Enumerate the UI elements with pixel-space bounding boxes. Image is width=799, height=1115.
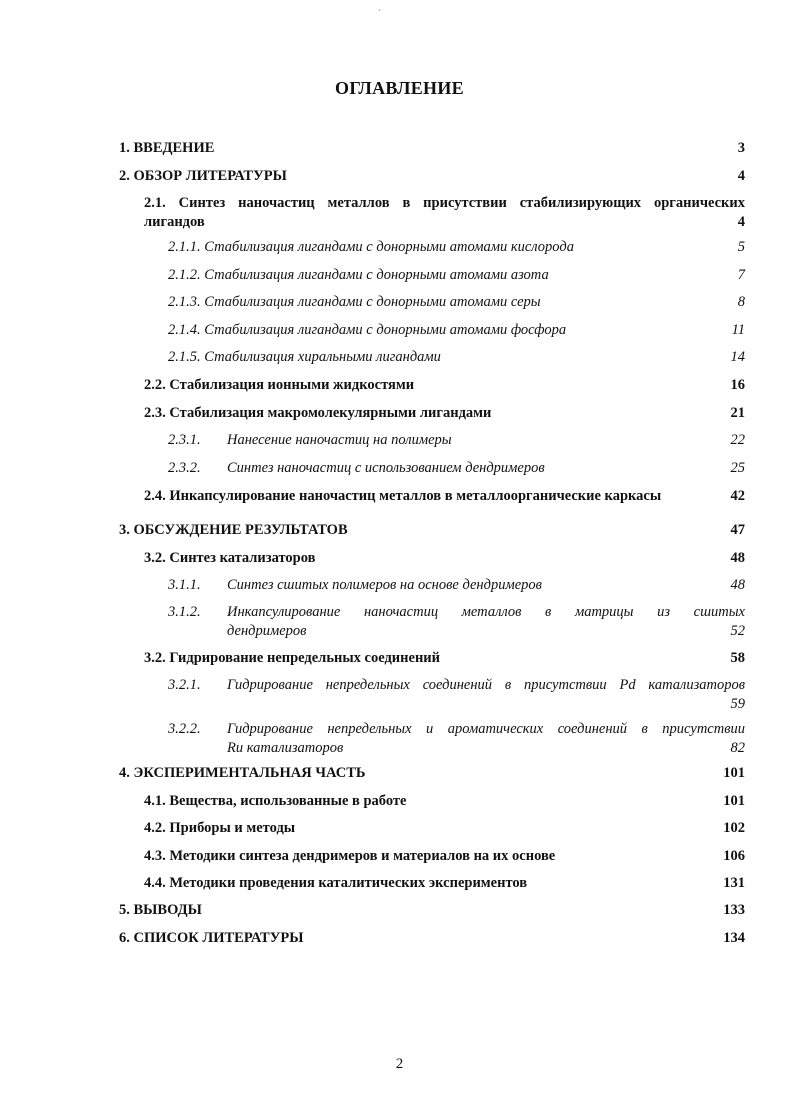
toc-entry-page: 134	[723, 930, 745, 946]
toc-entry-text: 4. ЭКСПЕРИМЕНТАЛЬНАЯ ЧАСТЬ	[119, 765, 366, 781]
toc-entry-number: 3.2.1.	[168, 677, 201, 693]
toc-entry-text: 4.1. Вещества, использованные в работе	[144, 793, 407, 809]
toc-entry-text: 2.1.2. Стабилизация лигандами с донорными атомами азота	[168, 267, 549, 283]
toc-entry-page: 48	[730, 577, 745, 593]
toc-entry-2-1-3[interactable]	[168, 293, 745, 311]
toc-entry-text: 2.1.3. Стабилизация лигандами с донорными атомами серы	[168, 294, 541, 310]
toc-entry-text: 2.3. Стабилизация макромолекулярными лигандами	[144, 405, 492, 421]
toc-entry-page: 25	[730, 460, 745, 476]
toc-entry-4-1[interactable]	[144, 792, 745, 810]
toc-entry-5[interactable]	[119, 901, 745, 919]
toc-entry-2-1-4[interactable]	[168, 321, 745, 339]
toc-entry-text: 2.4. Инкапсулирование наночастиц металлов в металлоорганические каркасы	[144, 488, 662, 504]
toc-entry-page: 14	[730, 349, 745, 365]
toc-entry-text: 2.1.1. Стабилизация лигандами с донорными атомами кислорода	[168, 239, 574, 255]
toc-entry-page: 3	[737, 140, 745, 156]
toc-entry-3-1-2[interactable]	[168, 603, 745, 643]
toc-entry-2[interactable]	[119, 167, 745, 185]
toc-entry-page: 48	[730, 550, 745, 566]
toc-entry-3-2-catalysts[interactable]	[144, 549, 745, 567]
toc-entry-1[interactable]	[119, 139, 745, 157]
toc-entry-text: Синтез наночастиц с использованием дендримеров	[227, 460, 545, 476]
toc-entry-page: 82	[730, 740, 745, 756]
toc-entry-3[interactable]	[119, 521, 745, 539]
toc-entry-page: 42	[730, 488, 745, 504]
toc-entry-2-1-5[interactable]	[168, 348, 745, 366]
toc-entry-page: 21	[730, 405, 745, 421]
toc-entry-text: 5. ВЫВОДЫ	[119, 902, 202, 918]
page-title: ОГЛАВЛЕНИЕ	[335, 78, 464, 98]
toc-entry-2-4[interactable]	[144, 487, 745, 505]
toc-entry-page: 16	[730, 377, 745, 393]
toc-entry-text: 3.2. Синтез катализаторов	[144, 550, 316, 566]
toc-entry-text-line1: Гидрирование непредельных и ароматических соединений в присутствии	[227, 721, 745, 737]
toc-entry-2-3[interactable]	[144, 404, 745, 422]
toc-entry-text-line2: дендримеров	[227, 623, 307, 639]
toc-entry-number: 2.3.1.	[168, 432, 201, 448]
toc-entry-text: 2.2. Стабилизация ионными жидкостями	[144, 377, 415, 393]
toc-entry-page: 4	[737, 168, 745, 184]
toc-entry-page: 8	[737, 294, 745, 310]
toc-entry-number: 2.3.2.	[168, 460, 201, 476]
toc-entry-3-2-hydrogenation[interactable]	[144, 649, 745, 667]
toc-entry-page: 59	[730, 696, 745, 712]
toc-entry-text: 4.2. Приборы и методы	[144, 820, 296, 836]
toc-entry-text-line2: лигандов	[144, 214, 205, 230]
toc-entry-6[interactable]	[119, 929, 745, 947]
toc-entry-text: 2.1.4. Стабилизация лигандами с донорными атомами фосфора	[168, 322, 567, 338]
toc-entry-3-2-1[interactable]	[168, 676, 745, 716]
toc-entry-2-1-1[interactable]	[168, 238, 745, 256]
toc-entry-page: 106	[723, 848, 745, 864]
toc-entry-4-3[interactable]	[144, 847, 745, 865]
toc-entry-text: 3. ОБСУЖДЕНИЕ РЕЗУЛЬТАТОВ	[119, 522, 348, 538]
toc-entry-page: 4	[737, 214, 745, 230]
toc-entry-text-line1: Инкапсулирование наночастиц металлов в матрицы из сшитых	[227, 604, 745, 620]
toc-entry-text-line1: 2.1. Синтез наночастиц металлов в присутствии стабилизирующих органических	[144, 195, 745, 211]
toc-entry-page: 58	[730, 650, 745, 666]
toc-entry-4-2[interactable]	[144, 819, 745, 837]
toc-entry-2-1[interactable]	[144, 194, 745, 234]
toc-entry-2-2[interactable]	[144, 376, 745, 394]
toc-entry-text: Синтез сшитых полимеров на основе дендримеров	[227, 577, 542, 593]
toc-entry-text: 4.3. Методики синтеза дендримеров и материалов на их основе	[144, 848, 556, 864]
toc-entry-text: 1. ВВЕДЕНИЕ	[119, 140, 215, 156]
toc-entry-text: 3.2. Гидрирование непредельных соединений	[144, 650, 441, 666]
toc-entry-page: 133	[723, 902, 745, 918]
toc-entry-2-1-2[interactable]	[168, 266, 745, 284]
toc-entry-page: 7	[737, 267, 745, 283]
toc-entry-text-line1: Гидрирование непредельных соединений в присутствии Pd катализаторов	[227, 677, 745, 693]
toc-entry-page: 101	[723, 793, 745, 809]
toc-entry-page: 47	[730, 522, 745, 538]
toc-entry-4[interactable]	[119, 764, 745, 782]
toc-entry-4-4[interactable]	[144, 874, 745, 892]
toc-entry-3-2-2[interactable]	[168, 720, 745, 760]
toc-entry-number: 3.1.1.	[168, 577, 201, 593]
toc-entry-page: 11	[731, 322, 745, 338]
toc-entry-text: 4.4. Методики проведения каталитических экспериментов	[144, 875, 528, 891]
toc-entry-text: 6. СПИСОК ЛИТЕРАТУРЫ	[119, 930, 304, 946]
toc-entry-text: 2. ОБЗОР ЛИТЕРАТУРЫ	[119, 168, 287, 184]
toc-entry-page: 22	[730, 432, 745, 448]
toc-entry-number: 3.1.2.	[168, 604, 201, 620]
toc-entry-page: 5	[737, 239, 745, 255]
toc-entry-page: 52	[730, 623, 745, 639]
page-number: 2	[395, 1056, 404, 1072]
toc-entry-text: Нанесение наночастиц на полимеры	[227, 432, 452, 448]
toc-entry-page: 102	[723, 820, 745, 836]
toc-entry-text: 2.1.5. Стабилизация хиральными лигандами	[168, 349, 441, 365]
toc-entry-page: 101	[723, 765, 745, 781]
scan-mark: `	[378, 8, 381, 18]
toc-entry-text-line2: Ru катализаторов	[227, 740, 344, 756]
toc-entry-number: 3.2.2.	[168, 721, 201, 737]
toc-entry-page: 131	[723, 875, 745, 891]
